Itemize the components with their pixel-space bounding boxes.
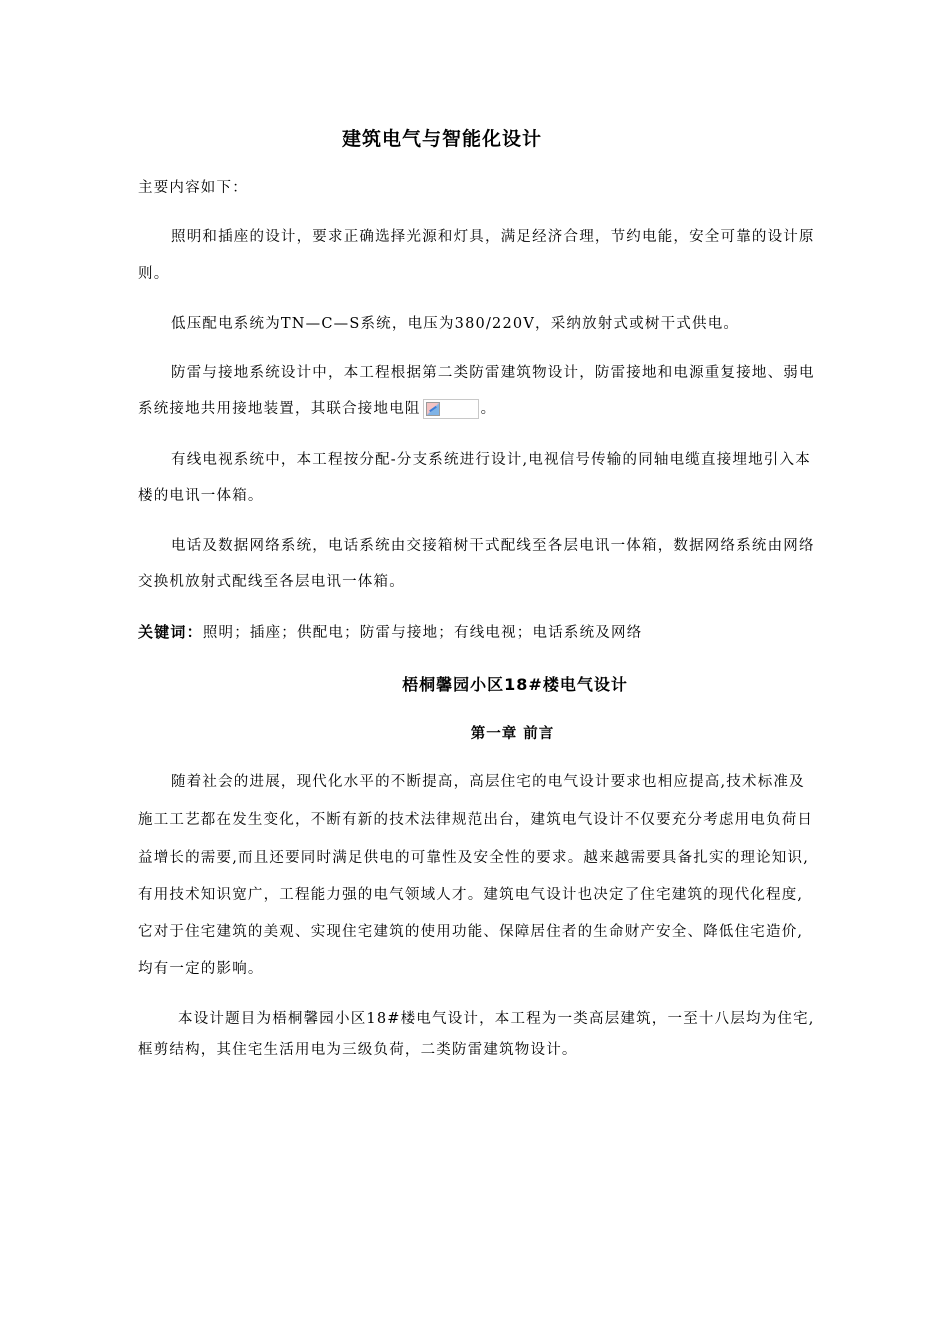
chapter-paragraph-line: 随着社会的进展，现代化水平的不断提高，高层住宅的电气设计要求也相应提高,技术标准及 (171, 774, 805, 790)
abstract-paragraph-phone-line2: 交换机放射式配线至各层电讯一体箱。 (138, 574, 405, 590)
chapter-paragraph-line: 施工工艺都在发生变化，不断有新的技术法律规范出台，建筑电气设计不仅要充分考虑用电负荷日 (138, 812, 814, 828)
chapter-paragraph-line: 它对于住宅建筑的美观、实现住宅建筑的使用功能、保障居住者的生命财产安全、降低住宅造价, (138, 924, 804, 940)
broken-image-icon (423, 399, 479, 419)
image-placeholder-icon (426, 402, 440, 416)
keywords (138, 622, 642, 643)
chapter-paragraph-line: 有用技术知识宽广，工程能力强的电气领域人才。建筑电气设计也决定了住宅建筑的现代化程度, (138, 887, 804, 903)
grounding-text: 系统接地共用接地装置，其联合接地电阻 (138, 401, 421, 417)
section-title: 梧桐馨园小区18#楼电气设计 (402, 675, 628, 694)
chapter-paragraph-line: 益增长的需要,而且还要同时满足供电的可靠性及安全性的要求。越来越需要具备扎实的理论知识, (138, 850, 810, 866)
abstract-paragraph-lighting-line1: 照明和插座的设计，要求正确选择光源和灯具，满足经济合理，节约电能，安全可靠的设计原 (171, 229, 815, 245)
abstract-paragraph-tv-line2: 楼的电讯一体箱。 (138, 488, 264, 504)
keywords-text: 照明；插座；供配电；防雷与接地；有线电视；电话系统及网络 (202, 625, 643, 641)
document-title: 建筑电气与智能化设计 (341, 128, 542, 150)
keywords-label: 关键词： (138, 623, 203, 641)
chapter-paragraph-line: 均有一定的影响。 (138, 961, 264, 977)
abstract-paragraph-tv-line1: 有线电视系统中，本工程按分配-分支系统进行设计,电视信号传输的同轴电缆直接埋地引入本 (171, 452, 811, 468)
grounding-period: 。 (480, 401, 497, 417)
chapter-title: 第一章 前言 (470, 726, 555, 742)
abstract-paragraph-grounding-line2 (138, 399, 496, 419)
abstract-paragraph-phone-line1: 电话及数据网络系统，电话系统由交接箱树干式配线至各层电讯一体箱，数据网络系统由网络 (171, 538, 815, 554)
chapter-paragraph-line: 框剪结构，其住宅生活用电为三级负荷，二类防雷建筑物设计。 (138, 1042, 578, 1058)
abstract-intro: 主要内容如下： (138, 180, 248, 196)
abstract-paragraph-distribution: 低压配电系统为TN—C—S系统，电压为380/220V，采纳放射式或树干式供电。 (171, 316, 740, 332)
abstract-paragraph-lighting-line2: 则。 (138, 266, 170, 282)
chapter-paragraph-line: 本设计题目为梧桐馨园小区18#楼电气设计，本工程为一类高层建筑，一至十八层均为住宅, (178, 1011, 815, 1027)
abstract-paragraph-grounding-line1: 防雷与接地系统设计中，本工程根据第二类防雷建筑物设计，防雷接地和电源重复接地、弱电 (171, 365, 815, 381)
